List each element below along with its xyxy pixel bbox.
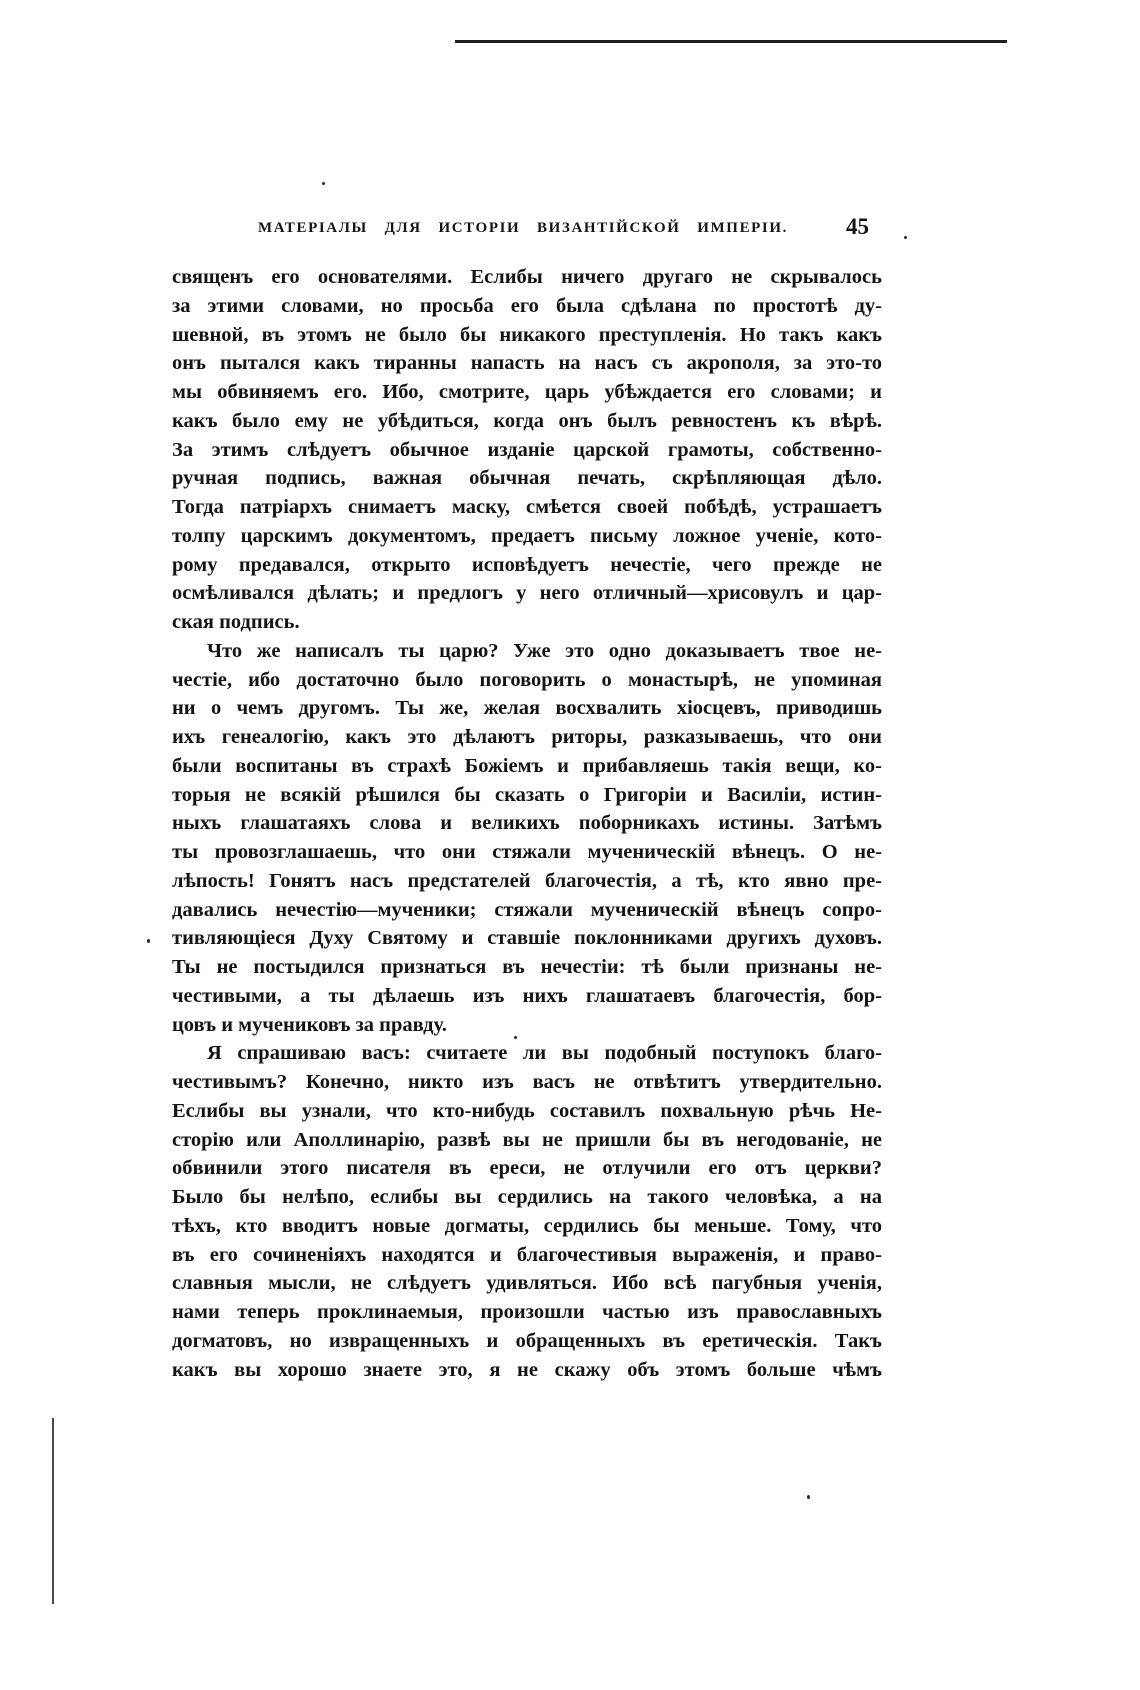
text-line: осмѣливался дѣлать; и предлогъ у него отличный—хрисовулъ и цар- (172, 582, 882, 605)
paragraph (172, 263, 882, 637)
text-line: ни о чемъ другомъ. Ты же, желая восхвалить хіосцевъ, приводишь (172, 697, 882, 720)
text-line: нами теперь проклинаемыя, произошли частью изъ православныхъ (172, 1301, 882, 1323)
text-line: торыя не всякій рѣшился бы сказать о Григоріи и Василіи, истин- (172, 783, 882, 806)
text-line: рому предавался, открыто исповѣдуетъ нечестіе, чего прежде не (172, 553, 882, 576)
text-line: толпу царскимъ документомъ, предаетъ письму ложное ученіе, кото- (172, 524, 882, 547)
scan-speck (322, 182, 325, 185)
running-title: МАТЕРІАЛЫ ДЛЯ ИСТОРІИ ВИЗАНТІЙСКОЙ ИМПЕРІИ. (258, 220, 788, 236)
text-line: честивымъ? Конечно, никто изъ васъ не отвѣтитъ утвердительно. (172, 1071, 882, 1093)
text-line: славныя мысли, не слѣдуетъ удивляться. Ибо всѣ пагубныя ученія, (172, 1272, 882, 1295)
text-line: тѣхъ, кто вводитъ новые догматы, сердились бы меньше. Тому, что (172, 1214, 882, 1237)
text-line: какъ вы хорошо знаете это, я не скажу объ этомъ больше чѣмъ (172, 1358, 882, 1381)
text-line: мы обвиняемъ его. Ибо, смотрите, царь убѣждается его словами; и (172, 381, 882, 403)
text-line: честіе, ибо достаточно было поговорить о монастырѣ, не упоминая (172, 668, 882, 691)
text-line: за этими словами, но просьба его была сдѣлана по простотѣ ду- (172, 294, 882, 317)
text-line: цовъ и мучениковъ за правду. (172, 1013, 447, 1036)
text-line: Я спрашиваю васъ: считаете ли вы подобный поступокъ благо- (207, 1042, 882, 1065)
text-line: тивляющіеся Духу Святому и ставшіе поклонниками другихъ духовъ. (172, 927, 882, 950)
text-line: За этимъ слѣдуетъ обычное изданіе царской грамоты, собственно- (172, 438, 882, 461)
text-line: онъ пытался какъ тиранны напасть на насъ съ акрополя, за это-то (172, 352, 882, 375)
text-line: Было бы нелѣпо, еслибы вы сердились на такого человѣка, а на (172, 1186, 882, 1208)
text-line: какъ было ему не убѣдиться, когда онъ былъ ревностенъ къ вѣрѣ. (172, 409, 882, 432)
text-line: священъ его основателями. Еслибы ничего другаго не скрывалось (172, 266, 882, 288)
text-line: Ты не постыдился признаться въ нечестіи: тѣ были признаны не- (172, 956, 882, 978)
text-line: ская подпись. (172, 611, 300, 633)
paragraph (172, 637, 882, 1040)
text-line: Тогда патріархъ снимаетъ маску, смѣется своей побѣдѣ, устрашаетъ (172, 496, 882, 518)
text-line: догматовъ, но извращенныхъ и обращенныхъ въ еретическія. Такъ (172, 1329, 882, 1352)
top-rule (455, 40, 1007, 43)
text-line: честивыми, а ты дѣлаешь изъ нихъ глашатаевъ благочестія, бор- (172, 984, 882, 1007)
text-line: лѣпость! Гонятъ насъ предстателей благочестія, а тѣ, кто явно пре- (172, 869, 882, 892)
scan-speck (147, 939, 150, 943)
text-line: шевной, въ этомъ не было бы никакого преступленія. Но такъ какъ (172, 323, 882, 346)
text-line: ихъ генеалогію, какъ это дѣлаютъ риторы, разказываешь, что они (172, 726, 882, 748)
text-line: въ его сочиненіяхъ находятся и благочестивыя выраженія, и право- (172, 1243, 882, 1266)
text-line: сторію или Аполлинарію, развѣ вы не пришли бы въ негодованіе, не (172, 1128, 882, 1151)
paragraph (172, 1039, 882, 1384)
body-text (172, 263, 882, 1384)
page-number: 45 (846, 214, 869, 239)
text-line: были воспитаны въ страхѣ Божіемъ и прибавляешь такія вещи, ко- (172, 754, 882, 777)
text-line: ныхъ глашатаяхъ слова и великихъ поборникахъ истины. Затѣмъ (172, 812, 882, 835)
text-line: ты провозглашаешь, что они стяжали мученическій вѣнецъ. О не- (172, 841, 882, 863)
text-line: обвинили этого писателя въ ереси, не отлучили его отъ церкви? (172, 1157, 882, 1180)
text-line: ручная подпись, важная обычная печать, скрѣпляющая дѣло. (172, 467, 882, 490)
text-line: Еслибы вы узнали, что кто-нибудь составилъ похвальную рѣчь Не- (172, 1099, 882, 1122)
scan-speck (904, 236, 907, 239)
text-line: давались нечестію—мученики; стяжали мученическій вѣнецъ сопро- (172, 898, 882, 921)
scan-speck (807, 1495, 810, 1499)
text-line: Что же написалъ ты царю? Уже это одно доказываетъ твое не- (207, 639, 882, 662)
left-margin-rule (52, 1418, 54, 1604)
